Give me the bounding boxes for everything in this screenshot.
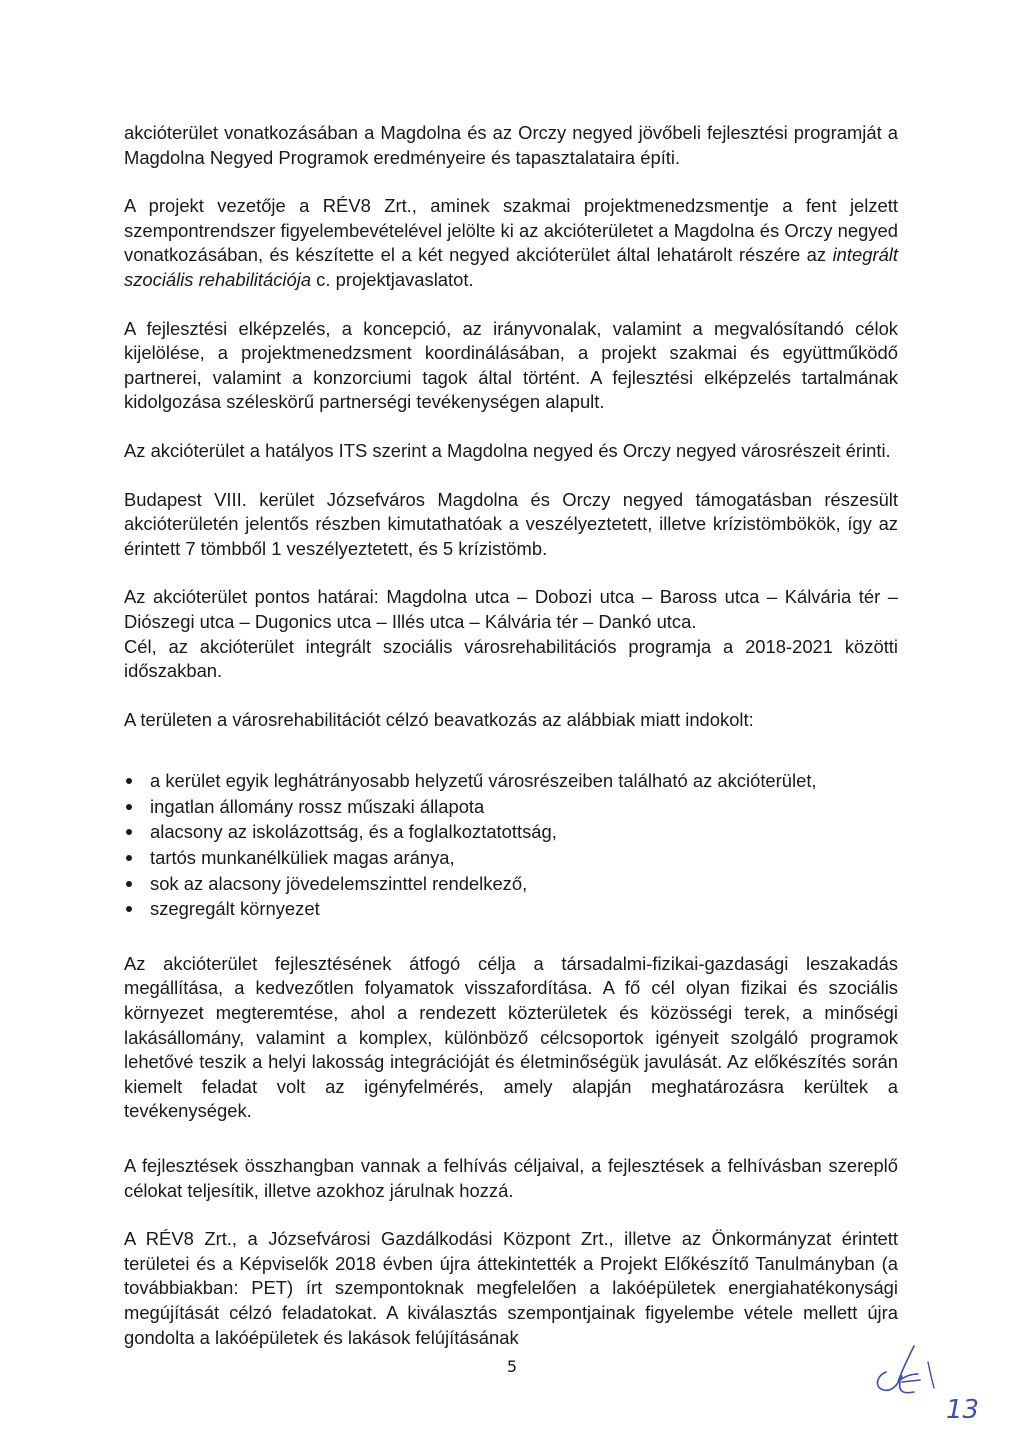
bullet-list [124, 768, 898, 922]
paragraph: Budapest VIII. kerület Józsefváros Magdolna és Orczy negyed támogatásban részesült akcióterületén jelentős részben kimutathatóak a veszélyeztetett, illetve krízistömbökök, így az érintett 7 tömbből 1 veszélyeztetett, és 5 krízistömb. [124, 488, 898, 559]
paragraph [124, 194, 898, 292]
list-item-text: ingatlan állomány rossz műszaki állapota [150, 795, 485, 817]
paragraph-text: c. projektjavaslatot. [311, 268, 474, 290]
paragraph: A RÉV8 Zrt., a Józsefvárosi Gazdálkodási Központ Zrt., illetve az Önkormányzat érintett területei és a Képviselők 2018 évben újra áttekintették a Projekt Előkészítő Tanulmányban (a továbbiakban: PET) írt szempontoknak megfelelően a lakóépületek energiahatékonysági megújítását célzó feladatokat. A kiválasztás szempontjainak figyelembe vétele mellett újra gondolta a lakóépületek és lakások felújításának [124, 1228, 898, 1348]
bullet-icon [126, 778, 132, 784]
bullet-icon [126, 881, 132, 887]
list-item [124, 819, 898, 845]
document-body [124, 121, 898, 1350]
signature-stroke [928, 1362, 934, 1388]
list-item [124, 768, 898, 794]
list-item-text: szegregált környezet [150, 898, 320, 920]
handwritten-signature [862, 1336, 992, 1426]
list-item-text: tartós munkanélküliek magas aránya, [150, 847, 455, 869]
paragraph: A fejlesztési elképzelés, a koncepció, az irányvonalak, valamint a megvalósítandó célok kijelölése, a projektmenedzsment koordinálásában, a projekt szakmai és együttműködő partnerei, valamint a konzorciumi tagok által történt. A fejlesztési elképzelés tartalmának kidolgozása széleskörű partnerségi tevékenységen alapult. [124, 317, 898, 413]
list-item [124, 871, 898, 897]
list-item [124, 896, 898, 922]
project-title-italic: integrált szociális rehabilitációja [124, 244, 898, 290]
paragraph: Cél, az akcióterület integrált szociális városrehabilitációs programja a 2018-2021 közötti időszakban. [124, 635, 898, 682]
signature-stroke [898, 1346, 920, 1393]
paragraph-text: A projekt vezetője a RÉV8 Zrt., aminek szakmai projektmenedzsmentje a fent jelzett szempontrendszer figyelembevételével jelölte ki az akcióterületet a Magdolna és Orczy negyed vonatkozásában, és készítette el a két negyed akcióterület által lehatárolt részére az [124, 195, 898, 266]
paragraph: Az akcióterület a hatályos ITS szerint a Magdolna negyed és Orczy negyed városrészeit érinti. [124, 439, 891, 461]
paragraph: A területen a városrehabilitációt célzó beavatkozás az alábbiak miatt indokolt: [124, 708, 754, 730]
bullet-icon [126, 855, 132, 861]
list-item [124, 794, 898, 820]
paragraph: Az akcióterület pontos határai: Magdolna utca – Dobozi utca – Baross utca – Kálvária tér – Diószegi utca – Dugonics utca – Illés utca – Kálvária tér – Dankó utca. [124, 586, 898, 632]
paragraph: Az akcióterület fejlesztésének átfogó célja a társadalmi-fizikai-gazdasági leszakadás megállítása, a kedvezőtlen folyamatok visszafordítása. A fő cél olyan fizikai és szociális környezet megteremtése, ahol a rendezett közterületek és közösségi terek, a minőségi lakásállomány, valamint a komplex, különböző célcsoportok igényeit szolgáló programok lehetővé teszik a helyi lakosság integrációját és életminőségük javulását. Az előkészítés során kiemelt feladat volt az igényfelmérés, amely alapján meghatározásra kerültek a tevékenységek. [124, 952, 898, 1122]
bullet-icon [126, 906, 132, 912]
list-item-text: sok az alacsony jövedelemszinttel rendelkező, [150, 872, 528, 894]
bullet-icon [126, 829, 132, 835]
handwritten-page-number: 13 [946, 1395, 980, 1425]
page-number: 5 [506, 1357, 518, 1376]
list-item-text: alacsony az iskolázottság, és a foglalkoztatottság, [150, 821, 557, 843]
bullet-icon [126, 804, 132, 810]
paragraph: akcióterület vonatkozásában a Magdolna és az Orczy negyed jövőbeli fejlesztési programját a Magdolna Negyed Programok eredményeire és tapasztalataira építi. [124, 122, 898, 168]
paragraph: A fejlesztések összhangban vannak a felhívás céljaival, a fejlesztések a felhívásban szereplő célokat teljesítik, illetve azokhoz járulnak hozzá. [124, 1155, 898, 1201]
list-item [124, 845, 898, 871]
list-item-text: a kerület egyik leghátrányosabb helyzetű városrészeiben található az akcióterület, [150, 770, 817, 792]
